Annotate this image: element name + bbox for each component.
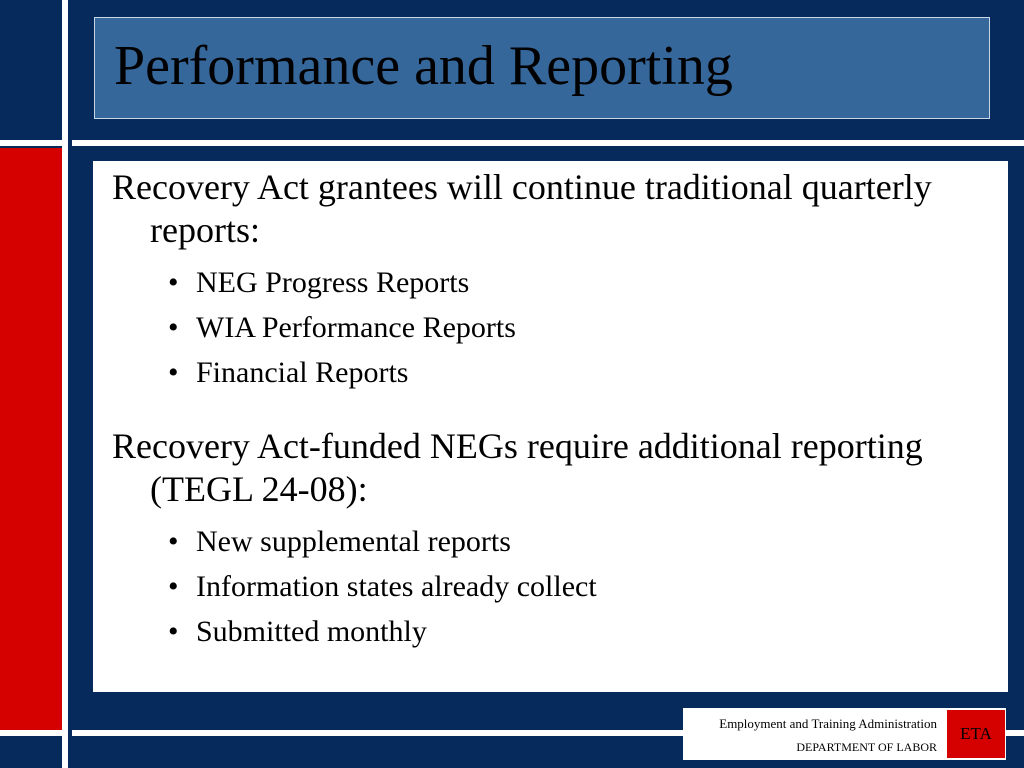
footer-org-name: Employment and Training Administration xyxy=(719,716,937,731)
group-heading: Recovery Act-funded NEGs require additional reporting (TEGL 24-08): xyxy=(112,426,923,509)
group-heading: Recovery Act grantees will continue traditional quarterly reports: xyxy=(112,167,932,250)
divider-top xyxy=(0,140,1024,146)
footer-department: DEPARTMENT OF LABOR xyxy=(796,740,937,754)
bullet-icon: • xyxy=(168,525,179,558)
bullet-icon: • xyxy=(168,356,179,389)
list-item: • Information states already collect xyxy=(112,564,992,609)
sub-list xyxy=(112,260,992,395)
list-item: • Financial Reports xyxy=(112,350,992,395)
bullet-icon: • xyxy=(168,615,179,648)
eta-logo-badge: ETA xyxy=(947,710,1005,758)
list-item: • Submitted monthly xyxy=(112,609,992,654)
bullet-icon: • xyxy=(168,266,179,299)
bullet-icon: • xyxy=(168,570,179,603)
divider-vertical-inner xyxy=(68,0,72,768)
red-accent-bar xyxy=(0,148,62,730)
slide-body xyxy=(112,166,992,654)
sub-list xyxy=(112,519,992,654)
list-item: • NEG Progress Reports xyxy=(112,260,992,305)
list-item: • WIA Performance Reports xyxy=(112,305,992,350)
bullet-icon: • xyxy=(168,311,179,344)
slide-title: Performance and Reporting xyxy=(114,35,733,97)
list-item: • New supplemental reports xyxy=(112,519,992,564)
